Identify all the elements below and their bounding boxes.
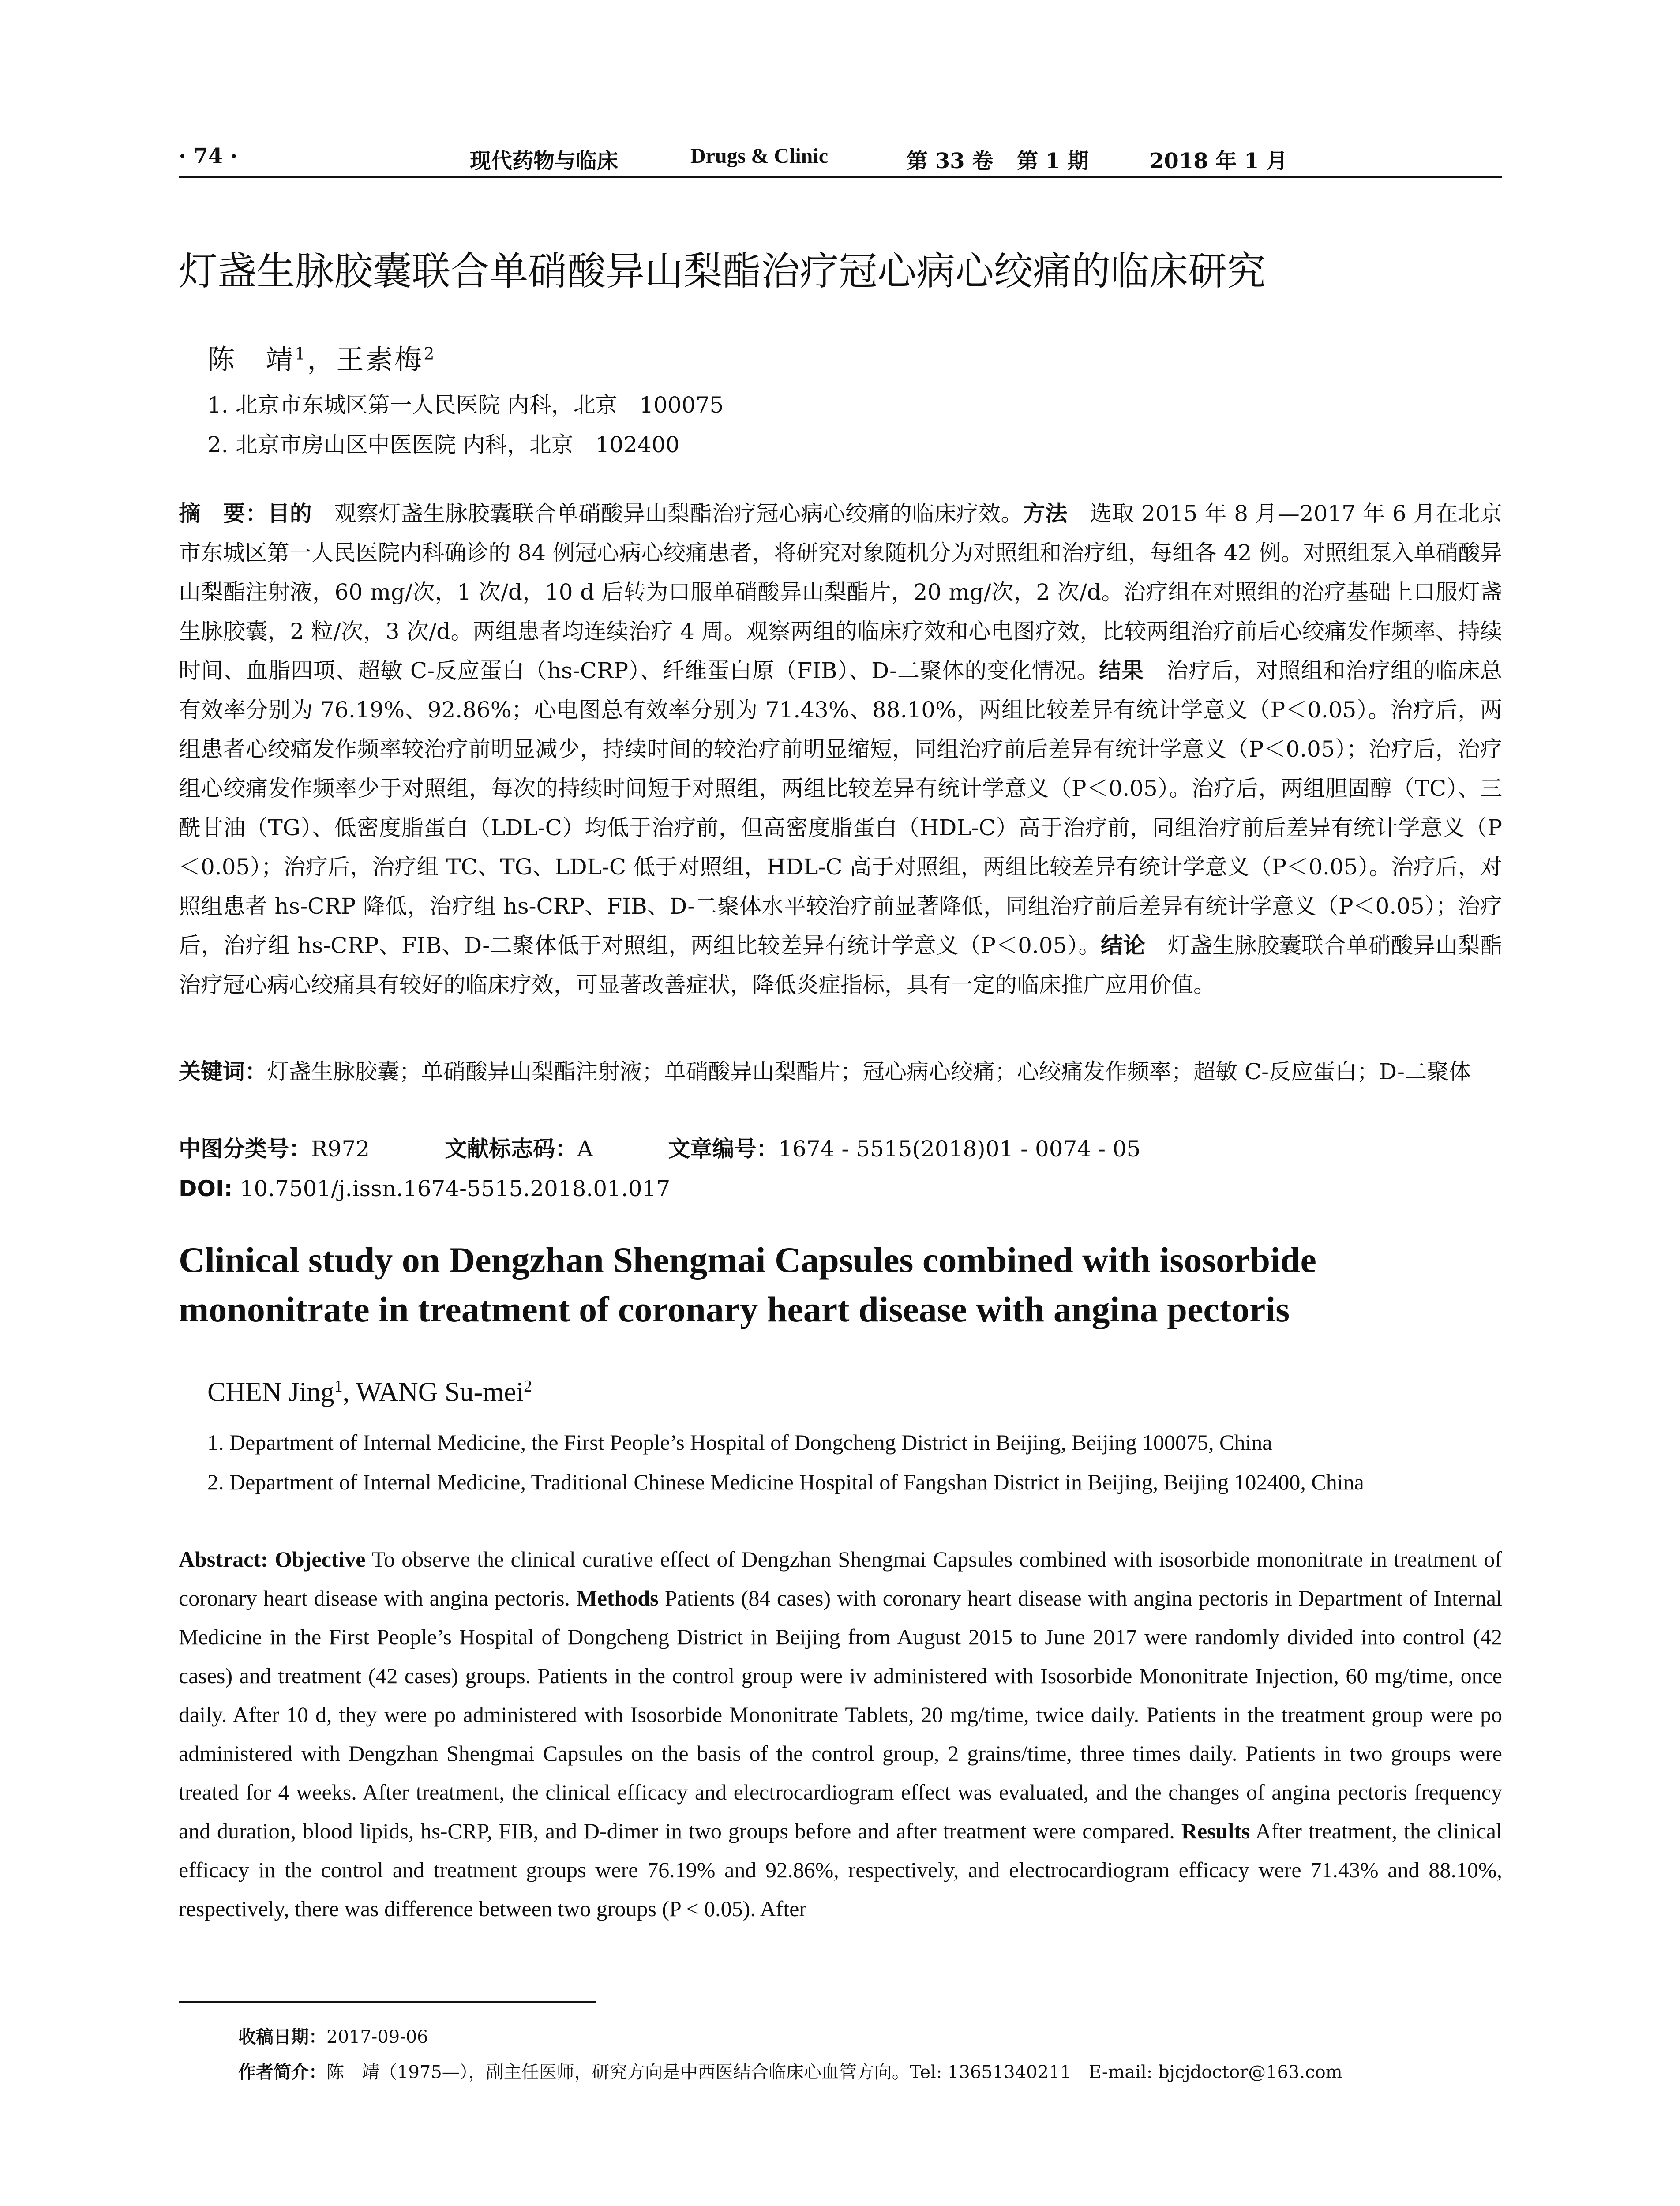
conclusion-text: 灯盏生脉胶囊联合单硝酸异山梨酯治疗冠心病心绞痛具有较好的临床疗效，可显著改善症状，降低炎症指标，具有一定的临床推广应用价值。 — [179, 933, 1503, 998]
doc-code-value: A — [577, 1136, 593, 1162]
author-name: 王素梅 — [336, 343, 424, 375]
results-text: After treatment, the clinical efficacy in the control and treatment groups were 76.19% and 92.86%, respectively, and electrocardiogram efficacy were 71.43% and 88.10%, respectively, there was difference between two groups (P < 0.05). After — [179, 1819, 1503, 1921]
authors-en — [207, 1377, 532, 1408]
doi-line — [179, 1169, 1502, 1208]
objective-text: 观察灯盏生脉胶囊联合单硝酸异山梨酯治疗冠心病心绞痛的临床疗效。 — [312, 501, 1024, 526]
classification-line — [179, 1129, 1502, 1169]
objective-label: 目的 — [267, 501, 312, 526]
author-separator: ， — [307, 343, 337, 375]
author-name: WANG Su-mei — [356, 1377, 524, 1407]
received-value: 2017-09-06 — [326, 2027, 428, 2047]
received-date — [238, 2023, 428, 2048]
bio-label: 作者简介： — [238, 2062, 326, 2082]
methods-text: 选取 2015 年 8 月—2017 年 6 月在北京市东城区第一人民医院内科确诊的 84 例冠心病心绞痛患者，将研究对象随机分为对照组和治疗组，每组各 42 例。对照组泵入单硝酸异山梨酯注射液，60 mg/次，1 次/d，10 d 后转为口服单硝酸异山梨酯片，20 mg/次，2 次/d。治疗组在对照组的治疗基础上口服灯盏生脉胶囊，2 粒/次，3 次/d。两组患者均连续治疗 4 周。观察两组的临床疗效和心电图疗效，比较两组治疗前后心绞痛发作频率、持续时间、血脂四项、超敏 C-反应蛋白（hs-CRP）、纤维蛋白原（FIB）、D-二聚体的变化情况。 — [179, 501, 1503, 683]
abstract-cn — [179, 494, 1502, 1005]
affiliation-en-2: 2. Department of Internal Medicine, Traditional Chinese Medicine Hospital of Fangshan District in Beijing, Beijing 102400, China — [207, 1470, 1364, 1494]
keywords-label: 关键词： — [179, 1059, 267, 1084]
bio-value: 陈 靖（1975—），副主任医师，研究方向是中西医结合临床心血管方向。Tel: 13651340211 E-mail: bjcjdoctor@163.com — [326, 2062, 1342, 2082]
author-separator: , — [342, 1377, 356, 1407]
keywords-text: 灯盏生脉胶囊；单硝酸异山梨酯注射液；单硝酸异山梨酯片；冠心病心绞痛；心绞痛发作频率；超敏 C-反应蛋白；D-二聚体 — [267, 1059, 1471, 1084]
affiliation-cn-2: 2. 北京市房山区中医医院 内科，北京 102400 — [207, 432, 680, 458]
conclusion-label: 结论 — [1101, 933, 1146, 958]
page-title-en: Clinical study on Dengzhan Shengmai Capsules combined with isosorbide mononitrate in treatment of coronary heart disease with angina pectoris — [179, 1240, 1316, 1329]
author-name: 陈 靖 — [207, 343, 295, 375]
received-label: 收稿日期： — [238, 2027, 326, 2047]
header-rule — [179, 176, 1502, 178]
results-label: Results — [1181, 1819, 1250, 1843]
keywords-cn — [179, 1052, 1502, 1092]
affiliation-marker: 2 — [524, 1377, 532, 1396]
clc-value: R972 — [311, 1136, 370, 1162]
issue-date: 2018 年 1 月 — [1149, 149, 1288, 173]
page-title-cn: 灯盏生脉胶囊联合单硝酸异山梨酯治疗冠心病心绞痛的临床研究 — [179, 248, 1266, 294]
abstract-label: 摘 要： — [179, 501, 268, 526]
author-name: CHEN Jing — [207, 1377, 334, 1407]
abstract-objective-label: Abstract: Objective — [179, 1547, 366, 1572]
methods-label: Methods — [576, 1586, 659, 1610]
page-number: · 74 · — [179, 144, 238, 169]
author-bio — [238, 2058, 1342, 2083]
results-label: 结果 — [1099, 658, 1144, 683]
volume: 第 33 卷 — [907, 149, 994, 173]
clc-label: 中图分类号： — [179, 1136, 311, 1162]
affiliation-marker: 1 — [334, 1377, 343, 1396]
journal-name-en: Drugs & Clinic — [690, 144, 828, 168]
affiliation-cn-1: 1. 北京市东城区第一人民医院 内科，北京 100075 — [207, 392, 724, 418]
article-number-value: 1674 - 5515(2018)01 - 0074 - 05 — [778, 1136, 1141, 1162]
affiliation-marker: 1 — [295, 344, 308, 364]
methods-text: Patients (84 cases) with coronary heart disease with angina pectoris in Department of Internal Medicine in the First People’s Hospital of Dongcheng District in Beijing from August 2015 to June 2017 were randomly divided into control (42 cases) and treatment (42 cases) groups. Patients in the control group were iv administered with Isosorbide Mononitrate Injection, 60 mg/time, once daily. After 10 d, they were po administered with Isosorbide Mononitrate Tablets, 20 mg/time, twice daily. Patients in the treatment group were po administered with Dengzhan Shengmai Capsules on the basis of the control group, 2 grains/time, three times daily. Patients in two groups were treated for 4 weeks. After treatment, the clinical efficacy and electrocardiogram effect was evaluated, and the changes of angina pectoris frequency and duration, blood lipids, hs-CRP, FIB, and D-dimer in two groups before and after treatment were compared. — [179, 1586, 1503, 1843]
journal-name-cn: 现代药物与临床 — [470, 149, 619, 173]
abstract-en — [179, 1540, 1502, 1928]
objective-text: To observe the clinical curative effect of Dengzhan Shengmai Capsules combined with isosorbide mononitrate in treatment of coronary heart disease with angina pectoris. — [179, 1547, 1502, 1610]
methods-label: 方法 — [1023, 501, 1068, 526]
authors-cn — [207, 338, 436, 377]
results-text: 治疗后，对照组和治疗组的临床总有效率分别为 76.19%、92.86%；心电图总有效率分别为 71.43%、88.10%，两组比较差异有统计学意义（P＜0.05）。治疗后，两组患者心绞痛发作频率较治疗前明显减少，持续时间的较治疗前明显缩短，同组治疗前后差异有统计学意义（P＜0.05）；治疗后，治疗组心绞痛发作频率少于对照组，每次的持续时间短于对照组，两组比较差异有统计学意义（P＜0.05）。治疗后，两组胆固醇（TC）、三酰甘油（TG）、低密度脂蛋白（LDL-C）均低于治疗前，但高密度脂蛋白（HDL-C）高于治疗前，同组治疗前后差异有统计学意义（P＜0.05）；治疗后，治疗组 TC、TG、LDL-C 低于对照组，HDL-C 高于对照组，两组比较差异有统计学意义（P＜0.05）。治疗后，对照组患者 hs-CRP 降低，治疗组 hs-CRP、FIB、D-二聚体水平较治疗前显著降低，同组治疗前后差异有统计学意义（P＜0.05）；治疗后，治疗组 hs-CRP、FIB、D-二聚体低于对照组，两组比较差异有统计学意义（P＜0.05）。 — [179, 658, 1503, 958]
doc-code-label: 文献标志码： — [445, 1136, 578, 1162]
affiliation-en-1: 1. Department of Internal Medicine, the First People’s Hospital of Dongcheng District in Beijing, Beijing 100075, China — [207, 1430, 1272, 1455]
footnote-rule — [179, 2001, 596, 2003]
issue: 第 1 期 — [1017, 149, 1089, 173]
affiliation-marker: 2 — [424, 344, 436, 364]
doi-label: DOI: — [179, 1176, 233, 1201]
doi-value: 10.7501/j.issn.1674-5515.2018.01.017 — [240, 1176, 671, 1201]
article-number-label: 文章编号： — [668, 1136, 779, 1162]
